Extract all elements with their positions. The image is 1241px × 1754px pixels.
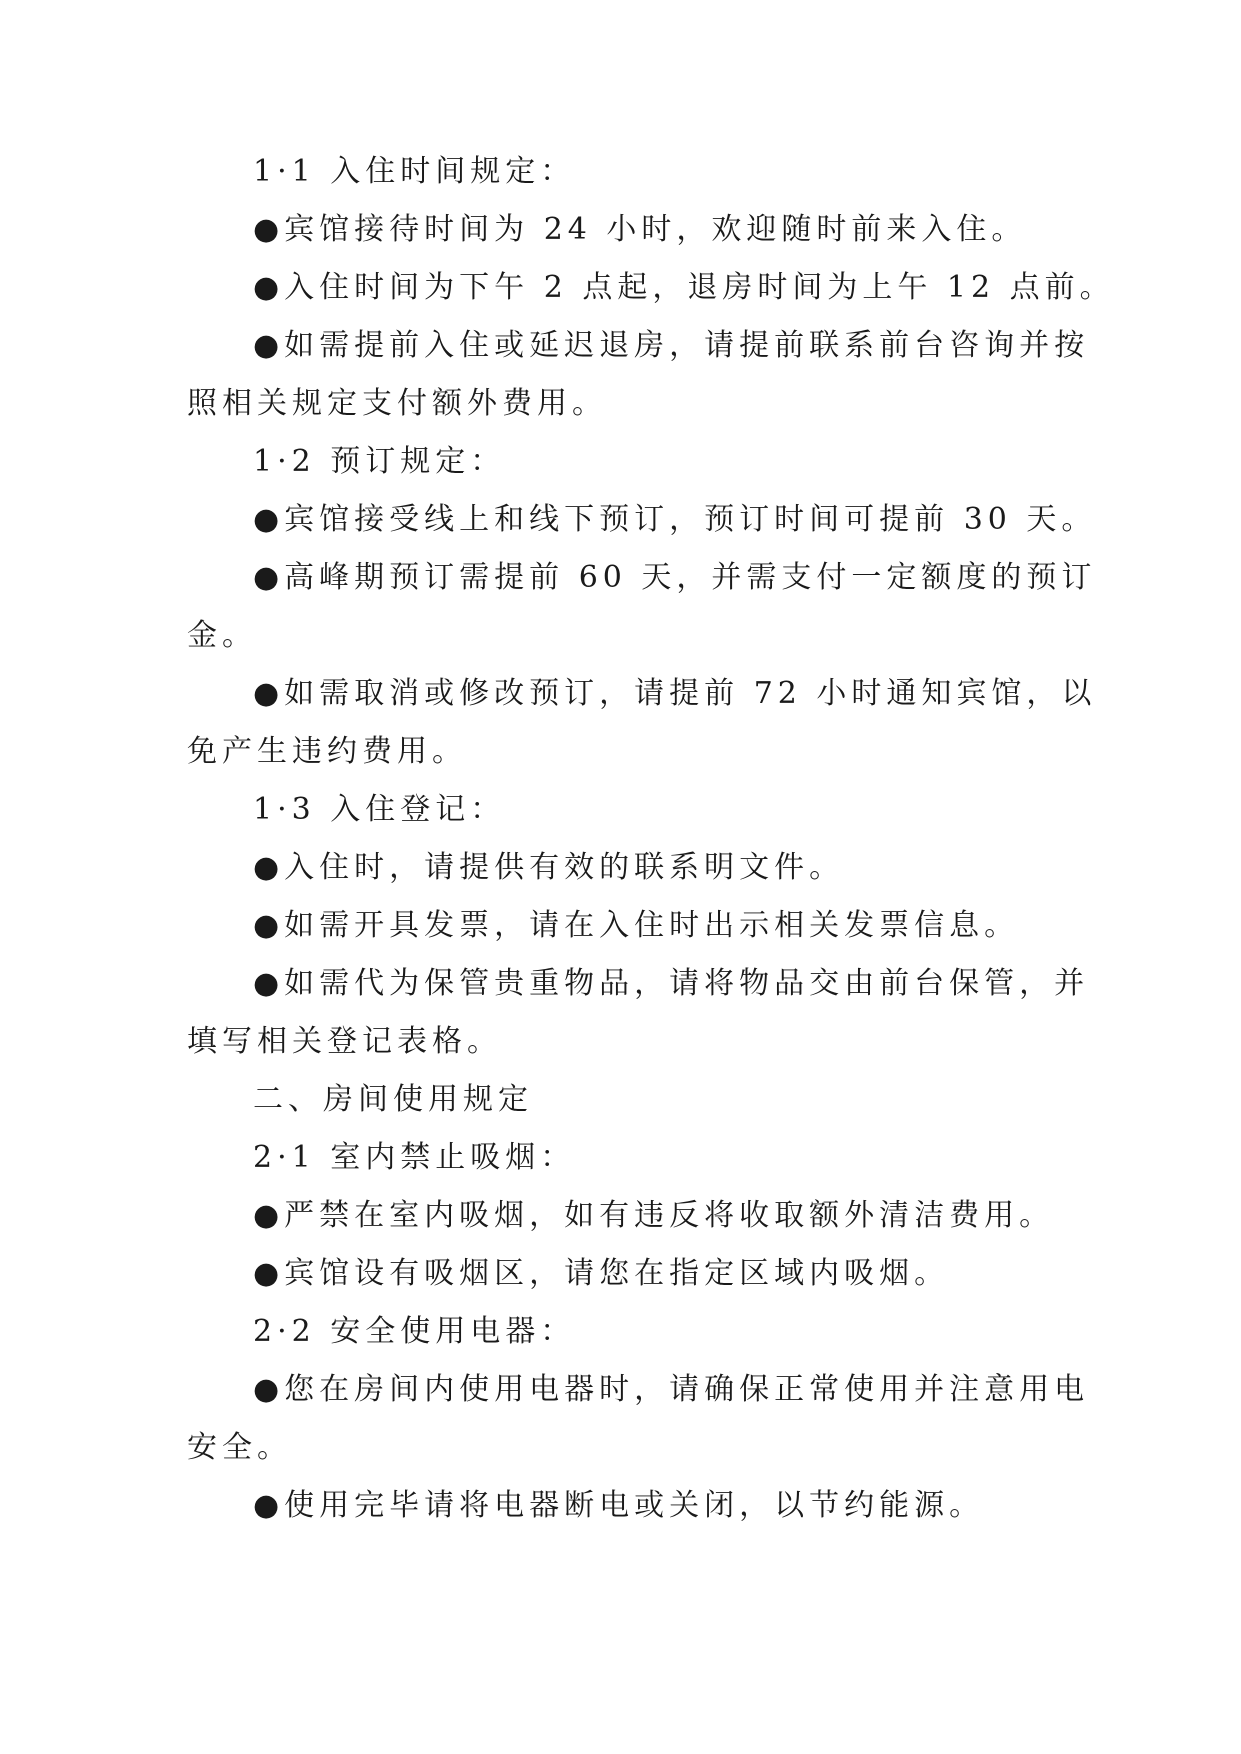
paragraph-line: ●高峰期预订需提前 60 天，并需支付一定额度的预订	[253, 560, 1097, 595]
paragraph-line: ●入住时，请提供有效的联系明文件。	[253, 850, 845, 885]
paragraph-line: 免产生违约费用。	[187, 734, 467, 769]
paragraph-line: 照相关规定支付额外费用。	[187, 386, 607, 421]
paragraph-line: ●如需提前入住或延迟退房，请提前联系前台咨询并按	[253, 328, 1090, 363]
section-heading: 1·1 入住时间规定：	[253, 154, 576, 189]
paragraph-line: ●如需开具发票，请在入住时出示相关发票信息。	[253, 908, 1020, 943]
paragraph-line: ●严禁在室内吸烟，如有违反将收取额外清洁费用。	[253, 1198, 1055, 1233]
paragraph-line: ●宾馆接待时间为 24 小时，欢迎随时前来入住。	[253, 212, 1027, 247]
paragraph-line: ●使用完毕请将电器断电或关闭，以节约能源。	[253, 1488, 985, 1523]
section-heading: 2·2 安全使用电器：	[253, 1314, 576, 1349]
chapter-heading: 二、房间使用规定	[253, 1082, 533, 1117]
paragraph-line: 安全。	[187, 1430, 292, 1465]
paragraph-line: ●入住时间为下午 2 点起，退房时间为上午 12 点前。	[253, 270, 1115, 305]
section-heading: 1·3 入住登记：	[253, 792, 506, 827]
paragraph-line: ●宾馆接受线上和线下预订，预订时间可提前 30 天。	[253, 502, 1097, 537]
paragraph-line: ●宾馆设有吸烟区，请您在指定区域内吸烟。	[253, 1256, 950, 1291]
paragraph-line: ●如需取消或修改预订，请提前 72 小时通知宾馆，以	[253, 676, 1097, 711]
paragraph-line: ●如需代为保管贵重物品，请将物品交由前台保管，并	[253, 966, 1090, 1001]
paragraph-line: 填写相关登记表格。	[187, 1024, 502, 1059]
paragraph-line: 金。	[187, 618, 257, 653]
paragraph-line: ●您在房间内使用电器时，请确保正常使用并注意用电	[253, 1372, 1090, 1407]
section-heading: 1·2 预订规定：	[253, 444, 506, 479]
section-heading: 2·1 室内禁止吸烟：	[253, 1140, 576, 1175]
